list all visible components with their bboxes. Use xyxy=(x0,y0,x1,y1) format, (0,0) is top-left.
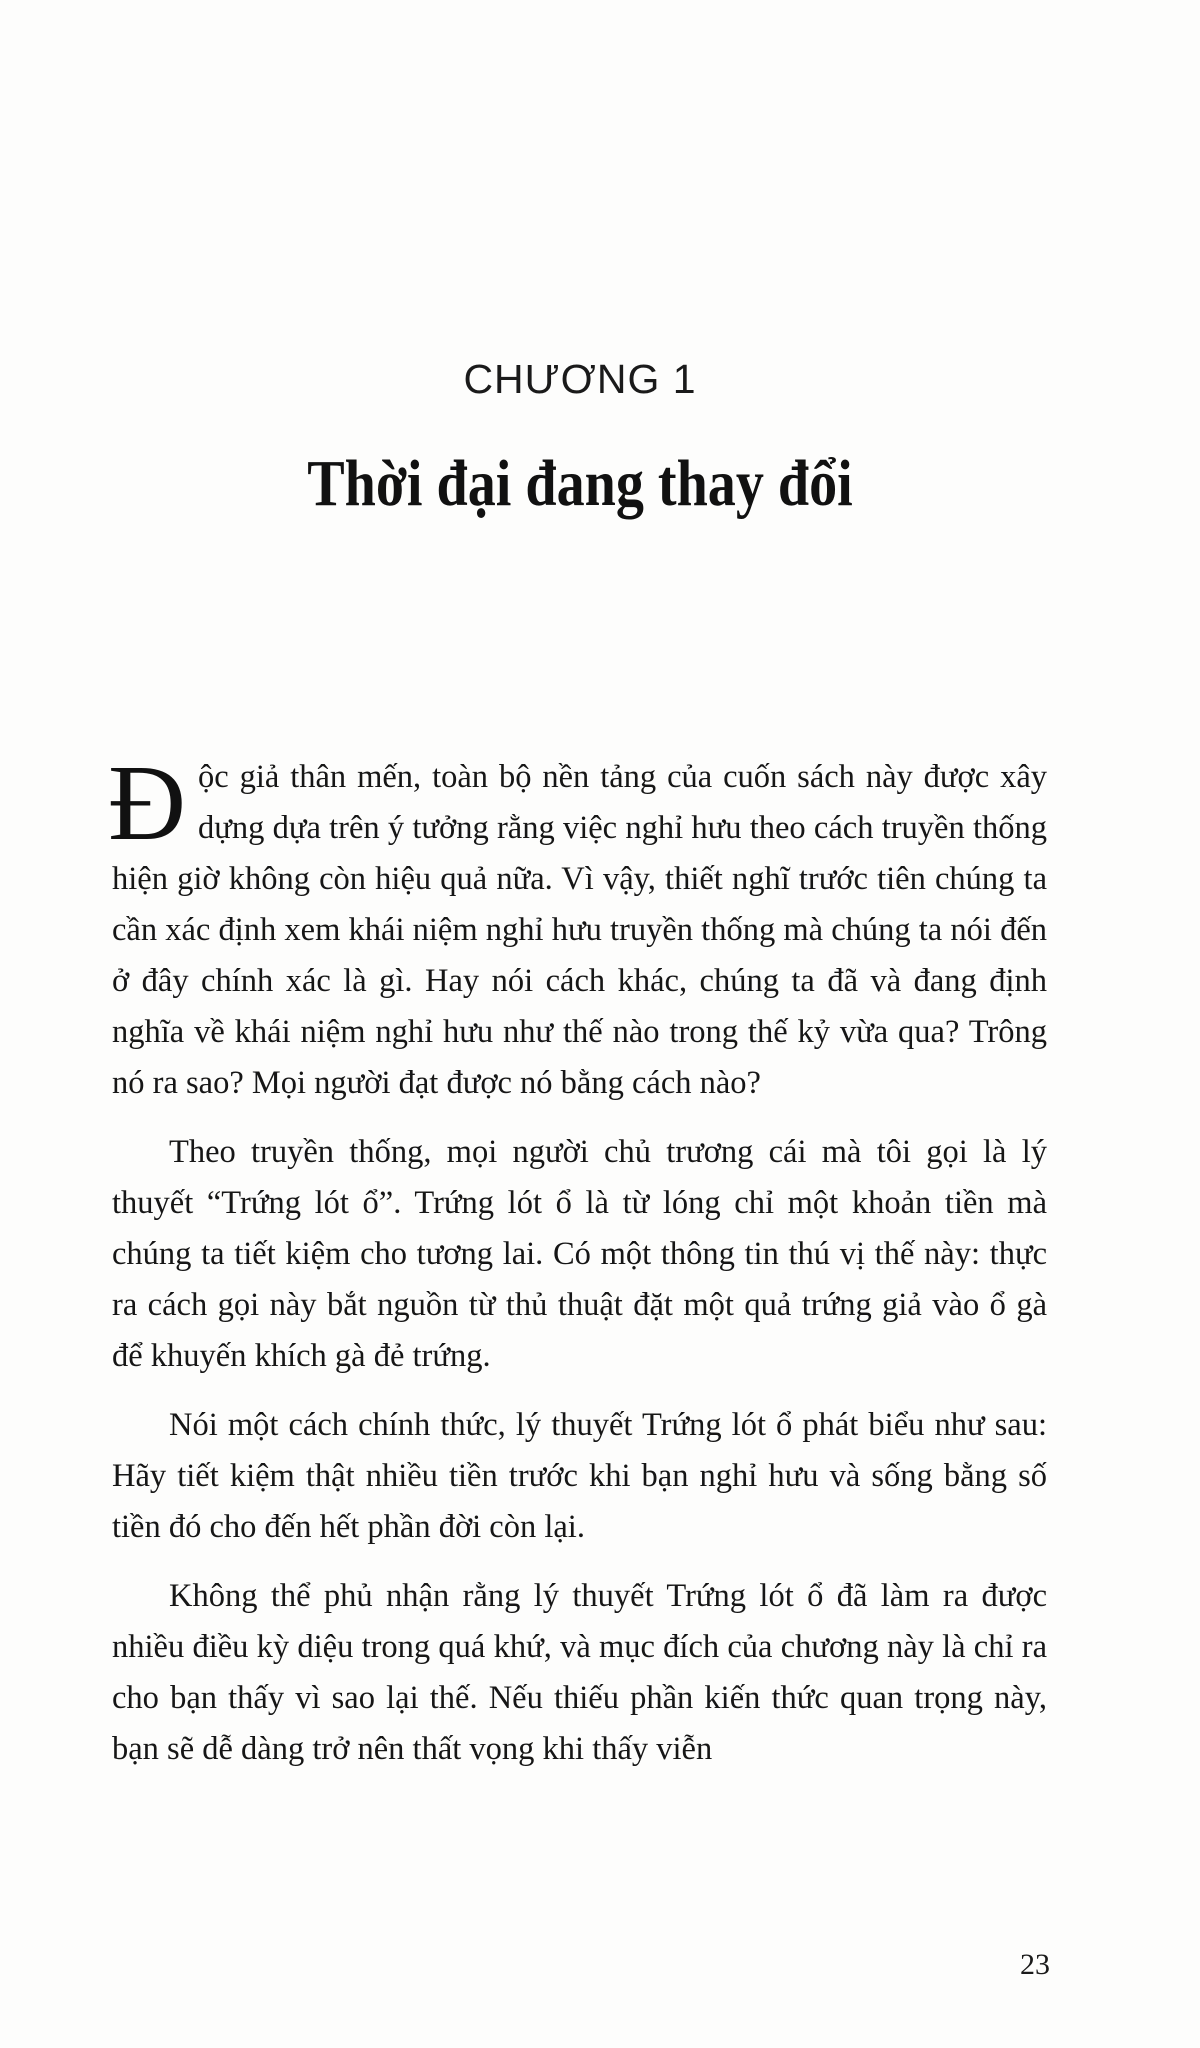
paragraph-4: Không thể phủ nhận rằng lý thuyết Trứng lót ổ đã làm ra được nhiều điều kỳ diệu trong quá khứ, và mục đích của chương này là chỉ ra cho bạn thấy vì sao lại thế. Nếu thiếu phần kiến thức quan trọng này, bạn sẽ dễ dàng trở nên thất vọng khi thấy viễn xyxy=(112,1578,1047,1767)
drop-cap: Đ xyxy=(108,744,186,863)
chapter-label: CHƯƠNG 1 xyxy=(463,356,697,402)
paragraph-3: Nói một cách chính thức, lý thuyết Trứng lót ổ phát biểu như sau: Hãy tiết kiệm thật nhiều tiền trước khi bạn nghỉ hưu và sống bằng số tiền đó cho đến hết phần đời còn lại. xyxy=(112,1407,1047,1545)
chapter-title: Thời đại đang thay đổi xyxy=(307,447,853,520)
page-number: 23 xyxy=(1020,1948,1050,1981)
paragraph-2: Theo truyền thống, mọi người chủ trương cái mà tôi gọi là lý thuyết “Trứng lót ổ”. Trứng lót ổ là từ lóng chỉ một khoản tiền mà chúng ta tiết kiệm cho tương lai. Có một thông tin thú vị thế này: thực ra cách gọi này bắt nguồn từ thủ thuật đặt một quả trứng giả vào ổ gà để khuyến khích gà đẻ trứng. xyxy=(112,1134,1047,1374)
body-text xyxy=(108,744,1047,1793)
paragraph-1 xyxy=(108,744,1047,1109)
paragraph-1-text: ộc giả thân mến, toàn bộ nền tảng của cuốn sách này được xây dựng dựa trên ý tưởng rằng việc nghỉ hưu theo cách truyền thống hiện giờ không còn hiệu quả nữa. Vì vậy, thiết nghĩ trước tiên chúng ta cần xác định xem khái niệm nghỉ hưu truyền thống mà chúng ta nói đến ở đây chính xác là gì. Hay nói cách khác, chúng ta đã và đang định nghĩa về khái niệm nghỉ hưu như thế nào trong thế kỷ vừa qua? Trông nó ra sao? Mọi người đạt được nó bằng cách nào? xyxy=(112,759,1047,1101)
